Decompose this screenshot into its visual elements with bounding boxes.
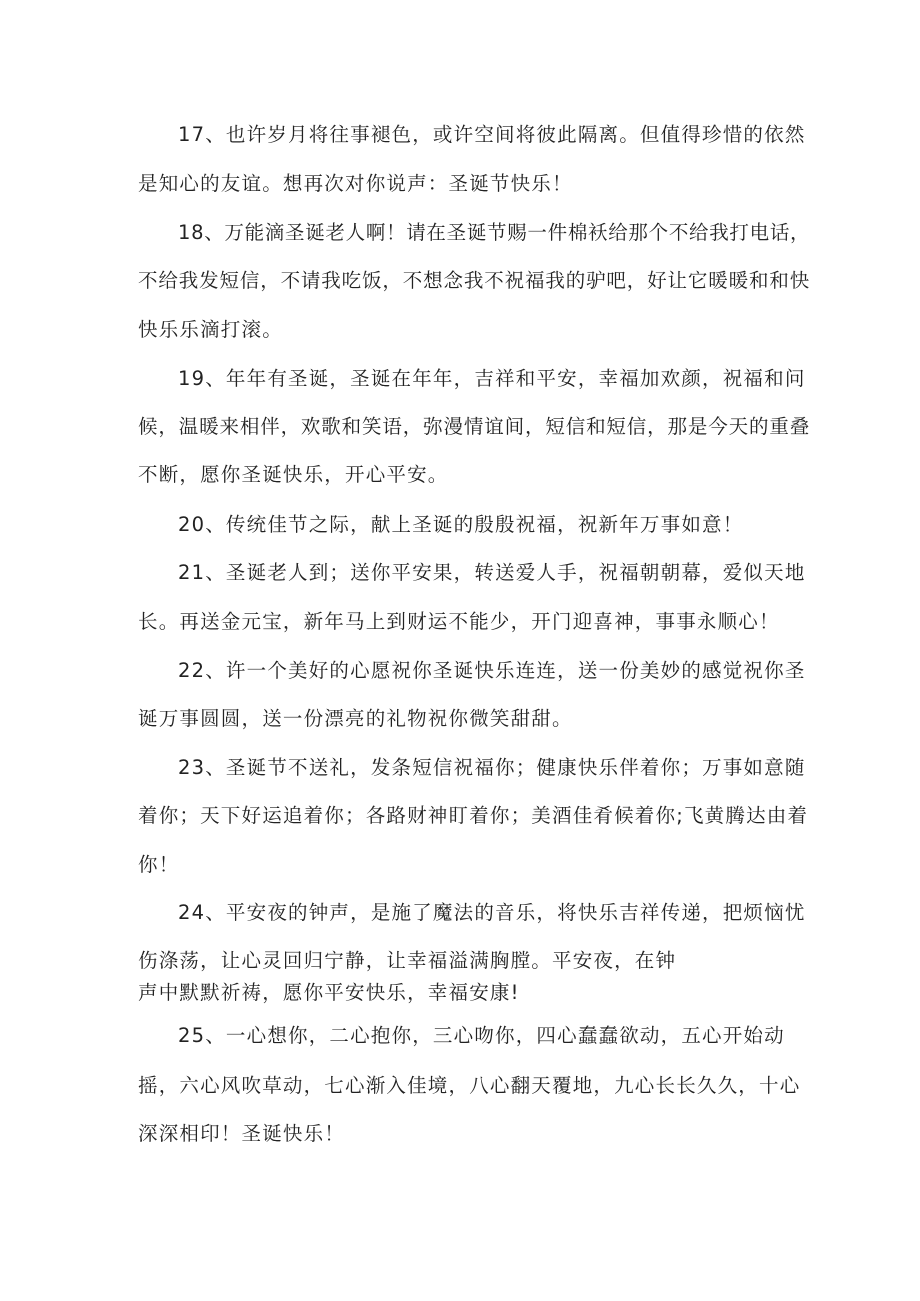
paragraph-17-line-1: 17、也许岁月将往事褪色，或许空间将彼此隔离。但值得珍惜的依然: [178, 123, 806, 146]
paragraph-22-line-1: 22、许一个美好的心愿祝你圣诞快乐连连，送一份美妙的感觉祝你圣: [178, 659, 806, 682]
paragraph-24-line-2: 伤涤荡，让心灵回归宁静，让幸福溢满胸膛。平安夜，在钟: [138, 949, 677, 972]
paragraph-25-line-2: 摇，六心风吹草动，七心渐入佳境，八心翻天覆地，九心长长久久，十心: [138, 1074, 801, 1097]
paragraph-23-line-2: 着你；天下好运追着你；各路财神盯着你；美酒佳肴候着你;飞黄腾达由着: [138, 804, 809, 827]
paragraph-23-line-1: 23、圣诞节不送礼，发条短信祝福你；健康快乐伴着你；万事如意随: [178, 756, 806, 779]
paragraph-20-line-1: 20、传统佳节之际，献上圣诞的殷殷祝福，祝新年万事如意！: [178, 513, 744, 536]
paragraph-24-line-3: 声中默默祈祷，愿你平安快乐，幸福安康!: [138, 981, 520, 1004]
paragraph-24-line-1: 24、平安夜的钟声，是施了魔法的音乐，将快乐吉祥传递，把烦恼忧: [178, 901, 806, 924]
paragraph-19-line-1: 19、年年有圣诞，圣诞在年年，吉祥和平安，幸福加欢颜，祝福和问: [178, 367, 806, 390]
paragraph-17-line-2: 是知心的友谊。想再次对你说声：圣诞节快乐！: [138, 172, 573, 195]
paragraph-23-line-3: 你！: [138, 853, 180, 876]
paragraph-18-line-2: 不给我发短信，不请我吃饭，不想念我不祝福我的驴吧，好让它暖暖和和快: [138, 269, 811, 292]
paragraph-21-line-1: 21、圣诞老人到；送你平安果，转送爱人手，祝福朝朝幕，爱似天地: [178, 561, 806, 584]
paragraph-25-line-3: 深深相印！圣诞快乐！: [138, 1122, 346, 1145]
paragraph-21-line-2: 长。再送金元宝，新年马上到财运不能少，开门迎喜神，事事永顺心！: [138, 610, 780, 633]
paragraph-19-line-2: 候，温暖来相伴，欢歌和笑语，弥漫情谊间，短信和短信，那是今天的重叠: [138, 415, 811, 438]
paragraph-18-line-1: 18、万能滴圣诞老人啊！请在圣诞节赐一件棉袄给那个不给我打电话，: [178, 221, 811, 244]
paragraph-18-line-3: 快乐乐滴打滚。: [138, 318, 283, 341]
paragraph-22-line-2: 诞万事圆圆，送一份漂亮的礼物祝你微笑甜甜。: [138, 707, 573, 730]
paragraph-19-line-3: 不断，愿你圣诞快乐，开心平安。: [138, 463, 449, 486]
paragraph-25-line-1: 25、一心想你，二心抱你，三心吻你，四心蠢蠢欲动，五心开始动: [178, 1024, 785, 1047]
